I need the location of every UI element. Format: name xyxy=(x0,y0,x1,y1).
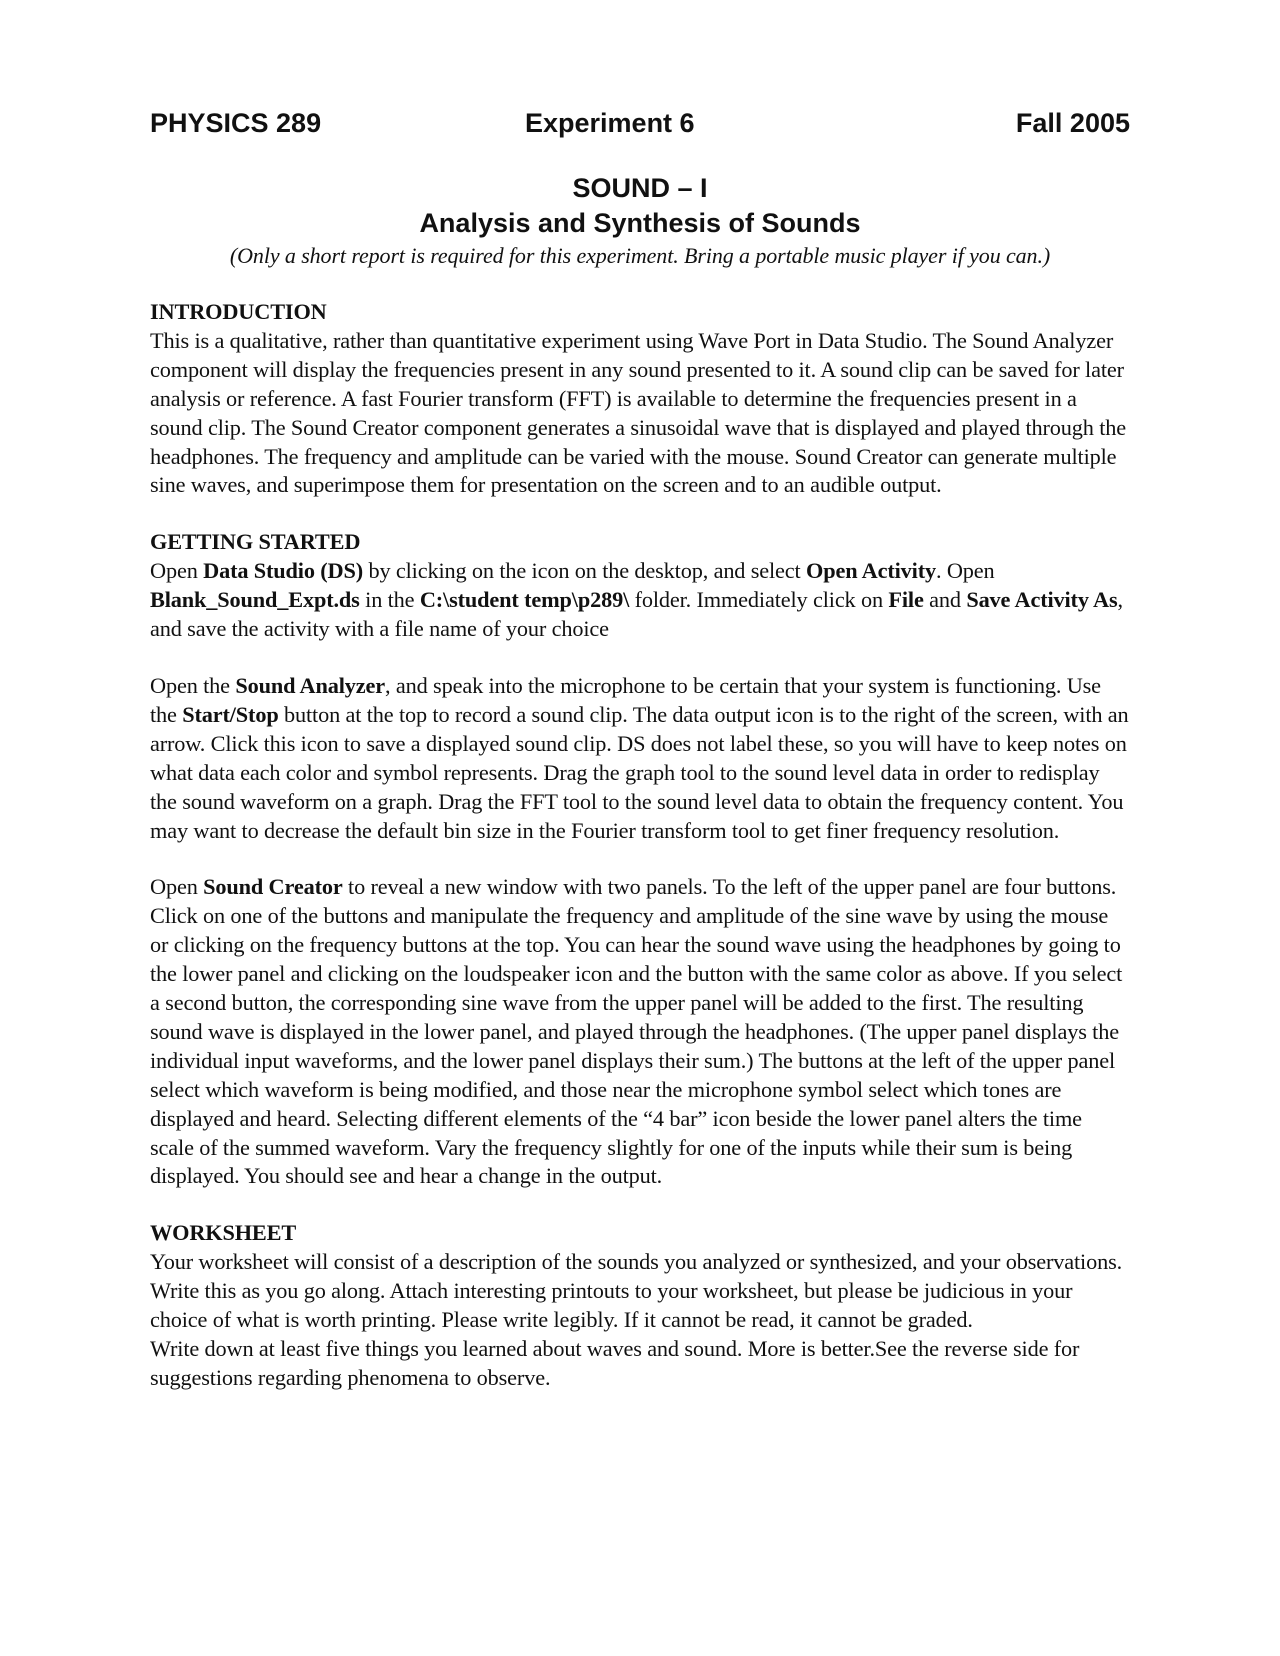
document-title xyxy=(150,171,1130,241)
course-label: PHYSICS 289 xyxy=(150,108,322,138)
getting-started-section xyxy=(150,528,1130,644)
experiment-label: Experiment 6 xyxy=(525,108,695,138)
worksheet-section xyxy=(150,1219,1130,1392)
sound-creator-paragraph xyxy=(150,873,1130,1191)
getting-started-heading: GETTING STARTED xyxy=(150,529,361,555)
title-line-2: Analysis and Synthesis of Sounds xyxy=(419,208,861,238)
sound-analyzer-paragraph xyxy=(150,672,1130,845)
page-header xyxy=(150,108,1130,148)
introduction-section xyxy=(150,298,1130,500)
title-line-1: SOUND – I xyxy=(572,173,708,203)
getting-started-paragraph-1: Open Data Studio (DS) by clicking on the icon on the desktop, and select Open Activity. Open Blank_Sound_Expt.ds in the C:\student temp\p289\ folder. Immediately click on File and Save Activity As, and save the activity with a file name of your choice xyxy=(150,558,1123,642)
worksheet-paragraph-1: Your worksheet will consist of a description of the sounds you analyzed or synthesized, and your observations. Write this as you go along. Attach interesting printouts to your worksheet, but please be judicious in your choice of what is worth printing. Please write legibly. If it cannot be read, it cannot be graded. xyxy=(150,1249,1123,1333)
document-page xyxy=(150,108,1130,1393)
introduction-heading: INTRODUCTION xyxy=(150,299,327,324)
term-label: Fall 2005 xyxy=(1015,108,1130,138)
introduction-text: This is a qualitative, rather than quantitative experiment using Wave Port in Data Studio. The Sound Analyzer component will display the frequencies present in any sound presented to it. A sound clip can be saved for later analysis or reference. A fast Fourier transform (FFT) is available to determine the frequencies present in a sound clip. The Sound Creator component generates a sinusoidal wave that is displayed and played through the headphones. The frequency and amplitude can be varied with the mouse. Sound Creator can generate multiple sine waves, and superimpose them for presentation on the screen and to an audible output. xyxy=(150,327,1126,498)
worksheet-heading: WORKSHEET xyxy=(150,1220,297,1246)
worksheet-paragraph-2: Write down at least five things you learned about waves and sound. More is better.See the reverse side for suggestions regarding phenomena to observe. xyxy=(150,1336,1080,1390)
report-note: (Only a short report is required for this experiment. Bring a portable music player if you can.) xyxy=(229,243,1051,268)
getting-started-paragraph-3: Open Sound Creator to reveal a new window with two panels. To the left of the upper panel are four buttons. Click on one of the buttons and manipulate the frequency and amplitude of the sine wave by using the mouse or clicking on the frequency buttons at the top. You can hear the sound wave using the headphones by going to the lower panel and clicking on the loudspeaker icon and the button with the same color as above. If you select a second button, the corresponding sine wave from the upper panel will be added to the first. The resulting sound wave is displayed in the lower panel, and played through the headphones. (The upper panel displays the individual input waveforms, and the lower panel displays their sum.) The buttons at the left of the upper panel select which waveform is being modified, and those near the microphone symbol select which tones are displayed and heard. Selecting different elements of the “4 bar” icon beside the lower panel alters the time scale of the summed waveform. Vary the frequency slightly for one of the inputs while their sum is being displayed. You should see and hear a change in the output. xyxy=(150,874,1123,1189)
getting-started-paragraph-2: Open the Sound Analyzer, and speak into the microphone to be certain that your system is functioning. Use the Start/Stop button at the top to record a sound clip. The data output icon is to the right of the screen, with an arrow. Click this icon to save a displayed sound clip. DS does not label these, so you will have to keep notes on what data each color and symbol represents. Drag the graph tool to the sound level data in order to redisplay the sound waveform on a graph. Drag the FFT tool to the sound level data to obtain the frequency content. You may want to decrease the default bin size in the Fourier transform tool to get finer frequency resolution. xyxy=(150,672,1129,843)
